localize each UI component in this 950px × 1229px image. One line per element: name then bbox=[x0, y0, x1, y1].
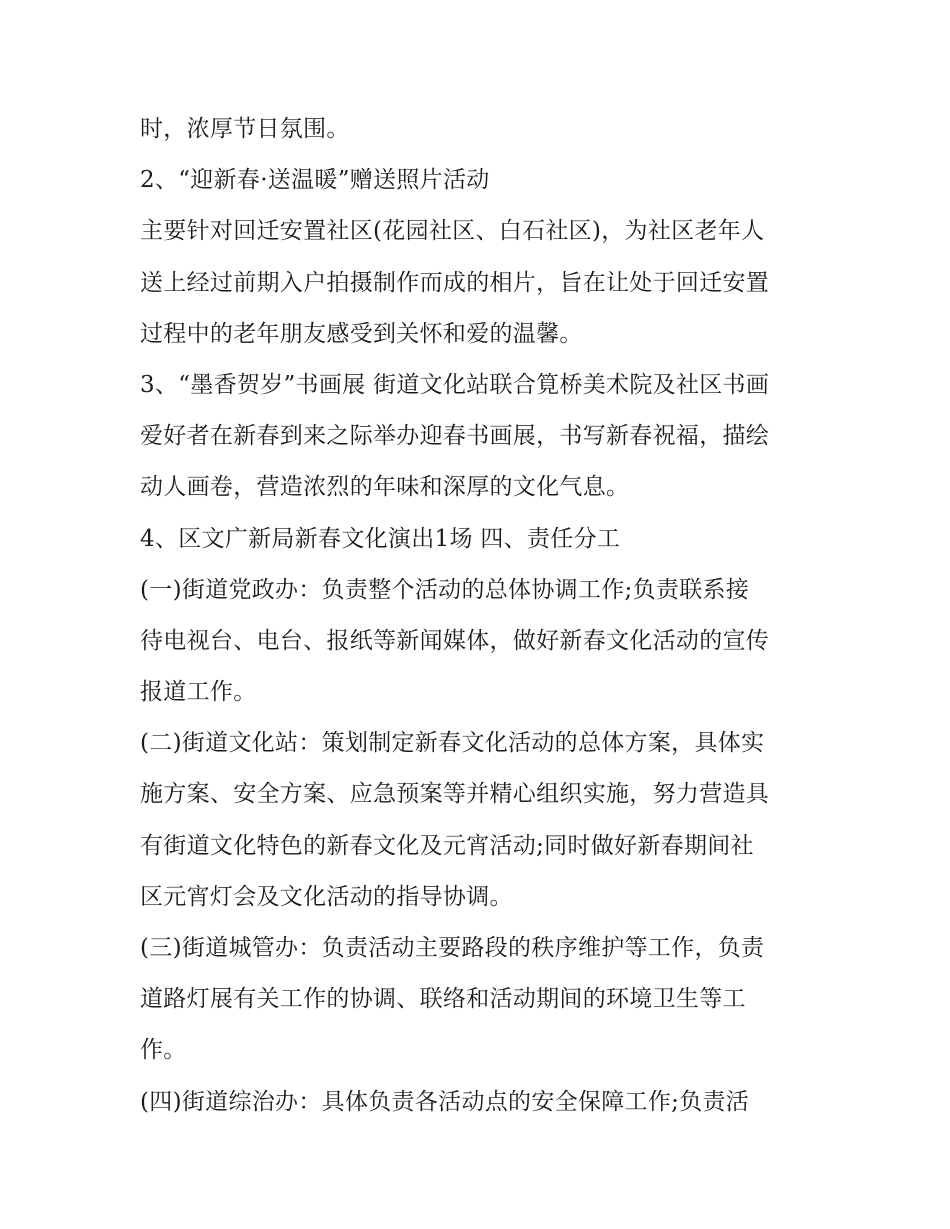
section-heading: 2、“迎新春·送温暖”赠送照片活动 bbox=[140, 167, 490, 194]
text-line: 待电视台、电台、报纸等新闻媒体，做好新春文化活动的宣传 bbox=[140, 627, 770, 654]
section-heading: 4、区文广新局新春文化演出1场 四、责任分工 bbox=[140, 525, 621, 552]
text-line: 道路灯展有关工作的协调、联络和活动期间的环境卫生等工 bbox=[140, 986, 746, 1013]
text-line: 作。 bbox=[140, 1037, 187, 1064]
text-line: (二)街道文化站：策划制定新春文化活动的总体方案，具体实 bbox=[140, 730, 765, 757]
document-body bbox=[140, 108, 820, 1132]
text-line: 施方案、安全方案、应急预案等并精心组织实施，努力营造具 bbox=[140, 781, 770, 808]
text-line: 动人画卷，营造浓烈的年味和深厚的文化气息。 bbox=[140, 474, 630, 501]
text-line: 主要针对回迁安置社区(花园社区、白石社区)，为社区老年人 bbox=[140, 218, 765, 245]
text-line: (四)街道综治办：具体负责各活动点的安全保障工作;负责活 bbox=[140, 1088, 750, 1115]
text-line: 送上经过前期入户拍摄制作而成的相片，旨在让处于回迁安置 bbox=[140, 269, 770, 296]
text-line: 爱好者在新春到来之际举办迎春书画展，书写新春祝福，描绘 bbox=[140, 423, 770, 450]
text-line: 时，浓厚节日氛围。 bbox=[140, 116, 350, 142]
text-line: 区元宵灯会及文化活动的指导协调。 bbox=[140, 883, 513, 910]
text-line: 过程中的老年朋友感受到关怀和爱的温馨。 bbox=[140, 320, 583, 347]
text-line: (三)街道城管办：负责活动主要路段的秩序维护等工作，负责 bbox=[140, 935, 765, 961]
text-line: (一)街道党政办：负责整个活动的总体协调工作;负责联系接 bbox=[140, 576, 750, 603]
text-line: 报道工作。 bbox=[140, 679, 257, 706]
text-line: 有街道文化特色的新春文化及元宵活动;同时做好新春期间社 bbox=[140, 832, 754, 859]
section-heading: 3、“墨香贺岁”书画展 街道文化站联合筧桥美术院及社区书画 bbox=[140, 371, 770, 398]
